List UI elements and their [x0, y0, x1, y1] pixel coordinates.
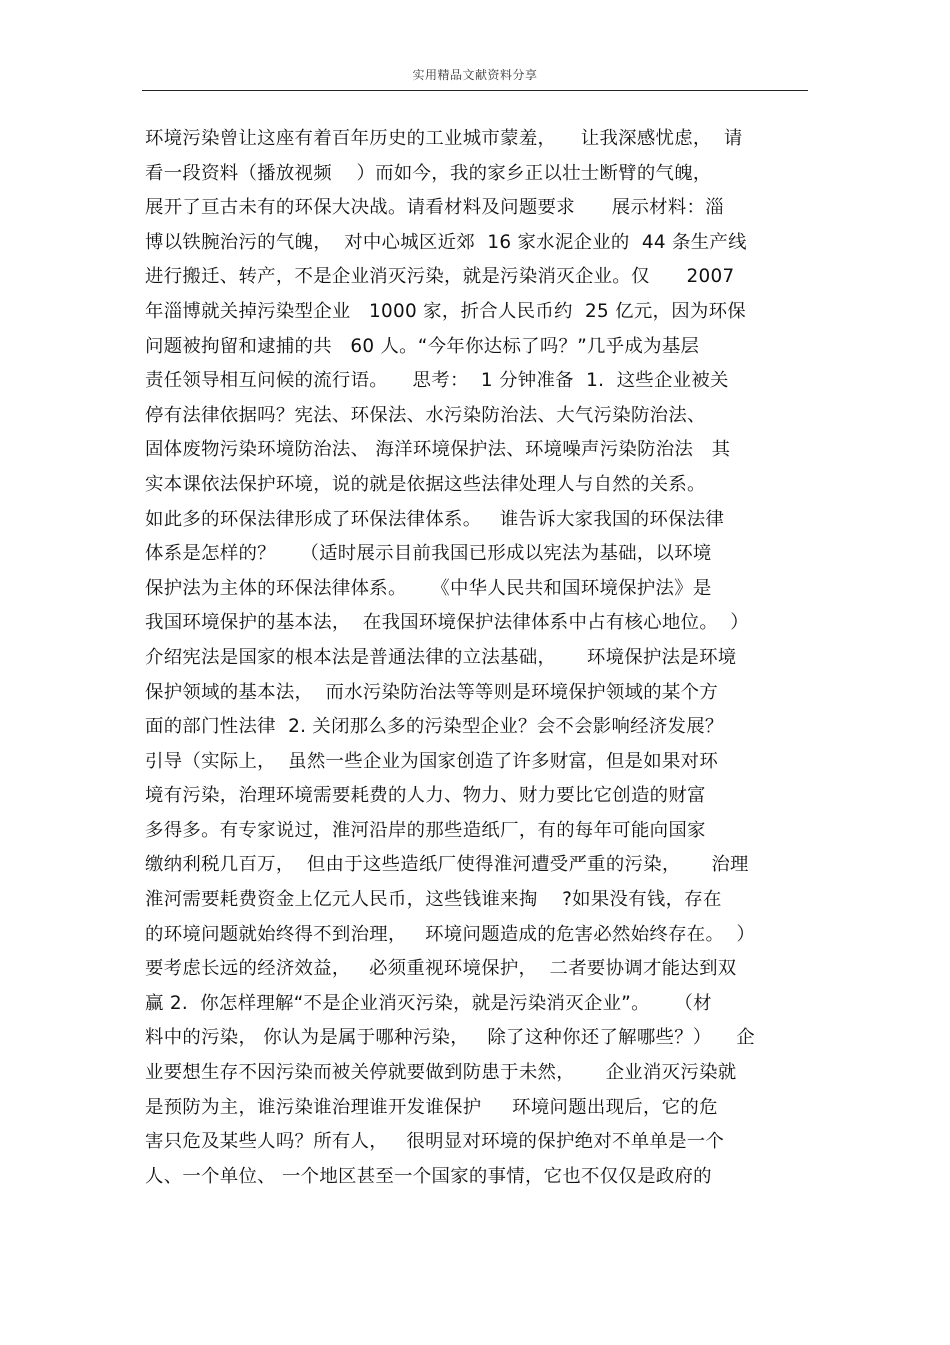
text-line: 保护法为主体的环保法律体系。 《中华人民共和国环境保护法》是 — [145, 577, 712, 599]
text-line: 实本课依法保护环境，说的就是依据这些法律处理人与自然的关系。 — [145, 473, 706, 495]
text-line: 问题被拘留和逮捕的共 60 人。“今年你达标了吗？”几乎成为基层 — [145, 335, 700, 357]
page-header: 实用精品文献资料分享 — [412, 68, 538, 82]
text-line: 如此多的环保法律形成了环保法律体系。 谁告诉大家我国的环保法律 — [145, 508, 725, 530]
text-line: 停有法律依据吗？宪法、环保法、水污染防治法、大气污染防治法、 — [145, 404, 706, 426]
text-line: 赢 2. 你怎样理解“不是企业消灭污染，就是污染消灭企业”。 （材 — [145, 992, 712, 1014]
text-line: 面的部门性法律 2. 关闭那么多的污染型企业？会不会影响经济发展？ — [145, 716, 724, 738]
text-line: 展开了亘古未有的环保大决战。请看材料及问题要求 展示材料：淄 — [145, 197, 724, 219]
text-line: 要考虑长远的经济效益， 必须重视环境保护， 二者要协调才能达到双 — [145, 958, 737, 980]
text-line: 的环境问题就始终得不到治理， 环境问题造成的危害必然始终存在。 ） — [145, 923, 756, 945]
text-line: 看一段资料（播放视频 ）而如今，我的家乡正以壮士断臂的气魄， — [145, 162, 712, 184]
text-line: 淮河需要耗费资金上亿元人民币，这些钱谁来掏 ?如果没有钱，存在 — [145, 889, 722, 911]
text-line: 我国环境保护的基本法， 在我国环境保护法律体系中占有核心地位。 ） — [145, 612, 749, 634]
text-line: 保护领域的基本法， 而水污染防治法等等则是环境保护领域的某个方 — [145, 681, 719, 703]
text-line: 业要想生存不因污染而被关停就要做到防患于未然， 企业消灭污染就 — [145, 1062, 737, 1084]
text-line: 年淄博就关掉污染型企业 1000 家，折合人民币约 25 亿元，因为环保 — [145, 300, 746, 322]
text-line: 缴纳利税几百万， 但由于这些造纸厂使得淮河遭受严重的污染， 治理 — [145, 854, 749, 876]
text-line: 境有污染，治理环境需要耗费的人力、物力、财力要比它创造的财富 — [145, 785, 706, 807]
text-line: 进行搬迁、转产，不是企业消灭污染，就是污染消灭企业。仅 2007 — [145, 266, 735, 288]
body-text — [145, 122, 809, 1194]
text-line: 博以铁腕治污的气魄， 对中心城区近郊 16 家水泥企业的 44 条生产线 — [145, 231, 747, 253]
header-divider — [142, 90, 808, 91]
text-line: 环境污染曾让这座有着百年历史的工业城市蒙羞， 让我深感忧虑， 请 — [145, 128, 743, 149]
text-line: 固体废物污染环境防治法、 海洋环境保护法、环境噪声污染防治法 其 — [145, 439, 731, 461]
text-line: 体系是怎样的？ （适时展示目前我国已形成以宪法为基础，以环境 — [145, 543, 712, 565]
text-line: 人、一个单位、 一个地区甚至一个国家的事情，它也不仅仅是政府的 — [145, 1165, 712, 1187]
text-line: 引导（实际上， 虽然一些企业为国家创造了许多财富，但是如果对环 — [145, 750, 719, 772]
text-line: 是预防为主，谁污染谁治理谁开发谁保护 环境问题出现后，它的危 — [145, 1096, 718, 1118]
text-line: 责任领导相互问候的流行语。 思考： 1 分钟准备 1. 这些企业被关 — [145, 370, 729, 392]
text-line: 害只危及某些人吗？所有人， 很明显对环境的保护绝对不单单是一个 — [145, 1131, 725, 1153]
text-line: 介绍宪法是国家的根本法是普通法律的立法基础， 环境保护法是环境 — [145, 646, 737, 668]
text-line: 多得多。有专家说过，淮河沿岸的那些造纸厂，有的每年可能向国家 — [145, 819, 706, 841]
text-line: 料中的污染， 你认为是属于哪种污染， 除了这种你还了解哪些？） 企 — [145, 1027, 755, 1049]
